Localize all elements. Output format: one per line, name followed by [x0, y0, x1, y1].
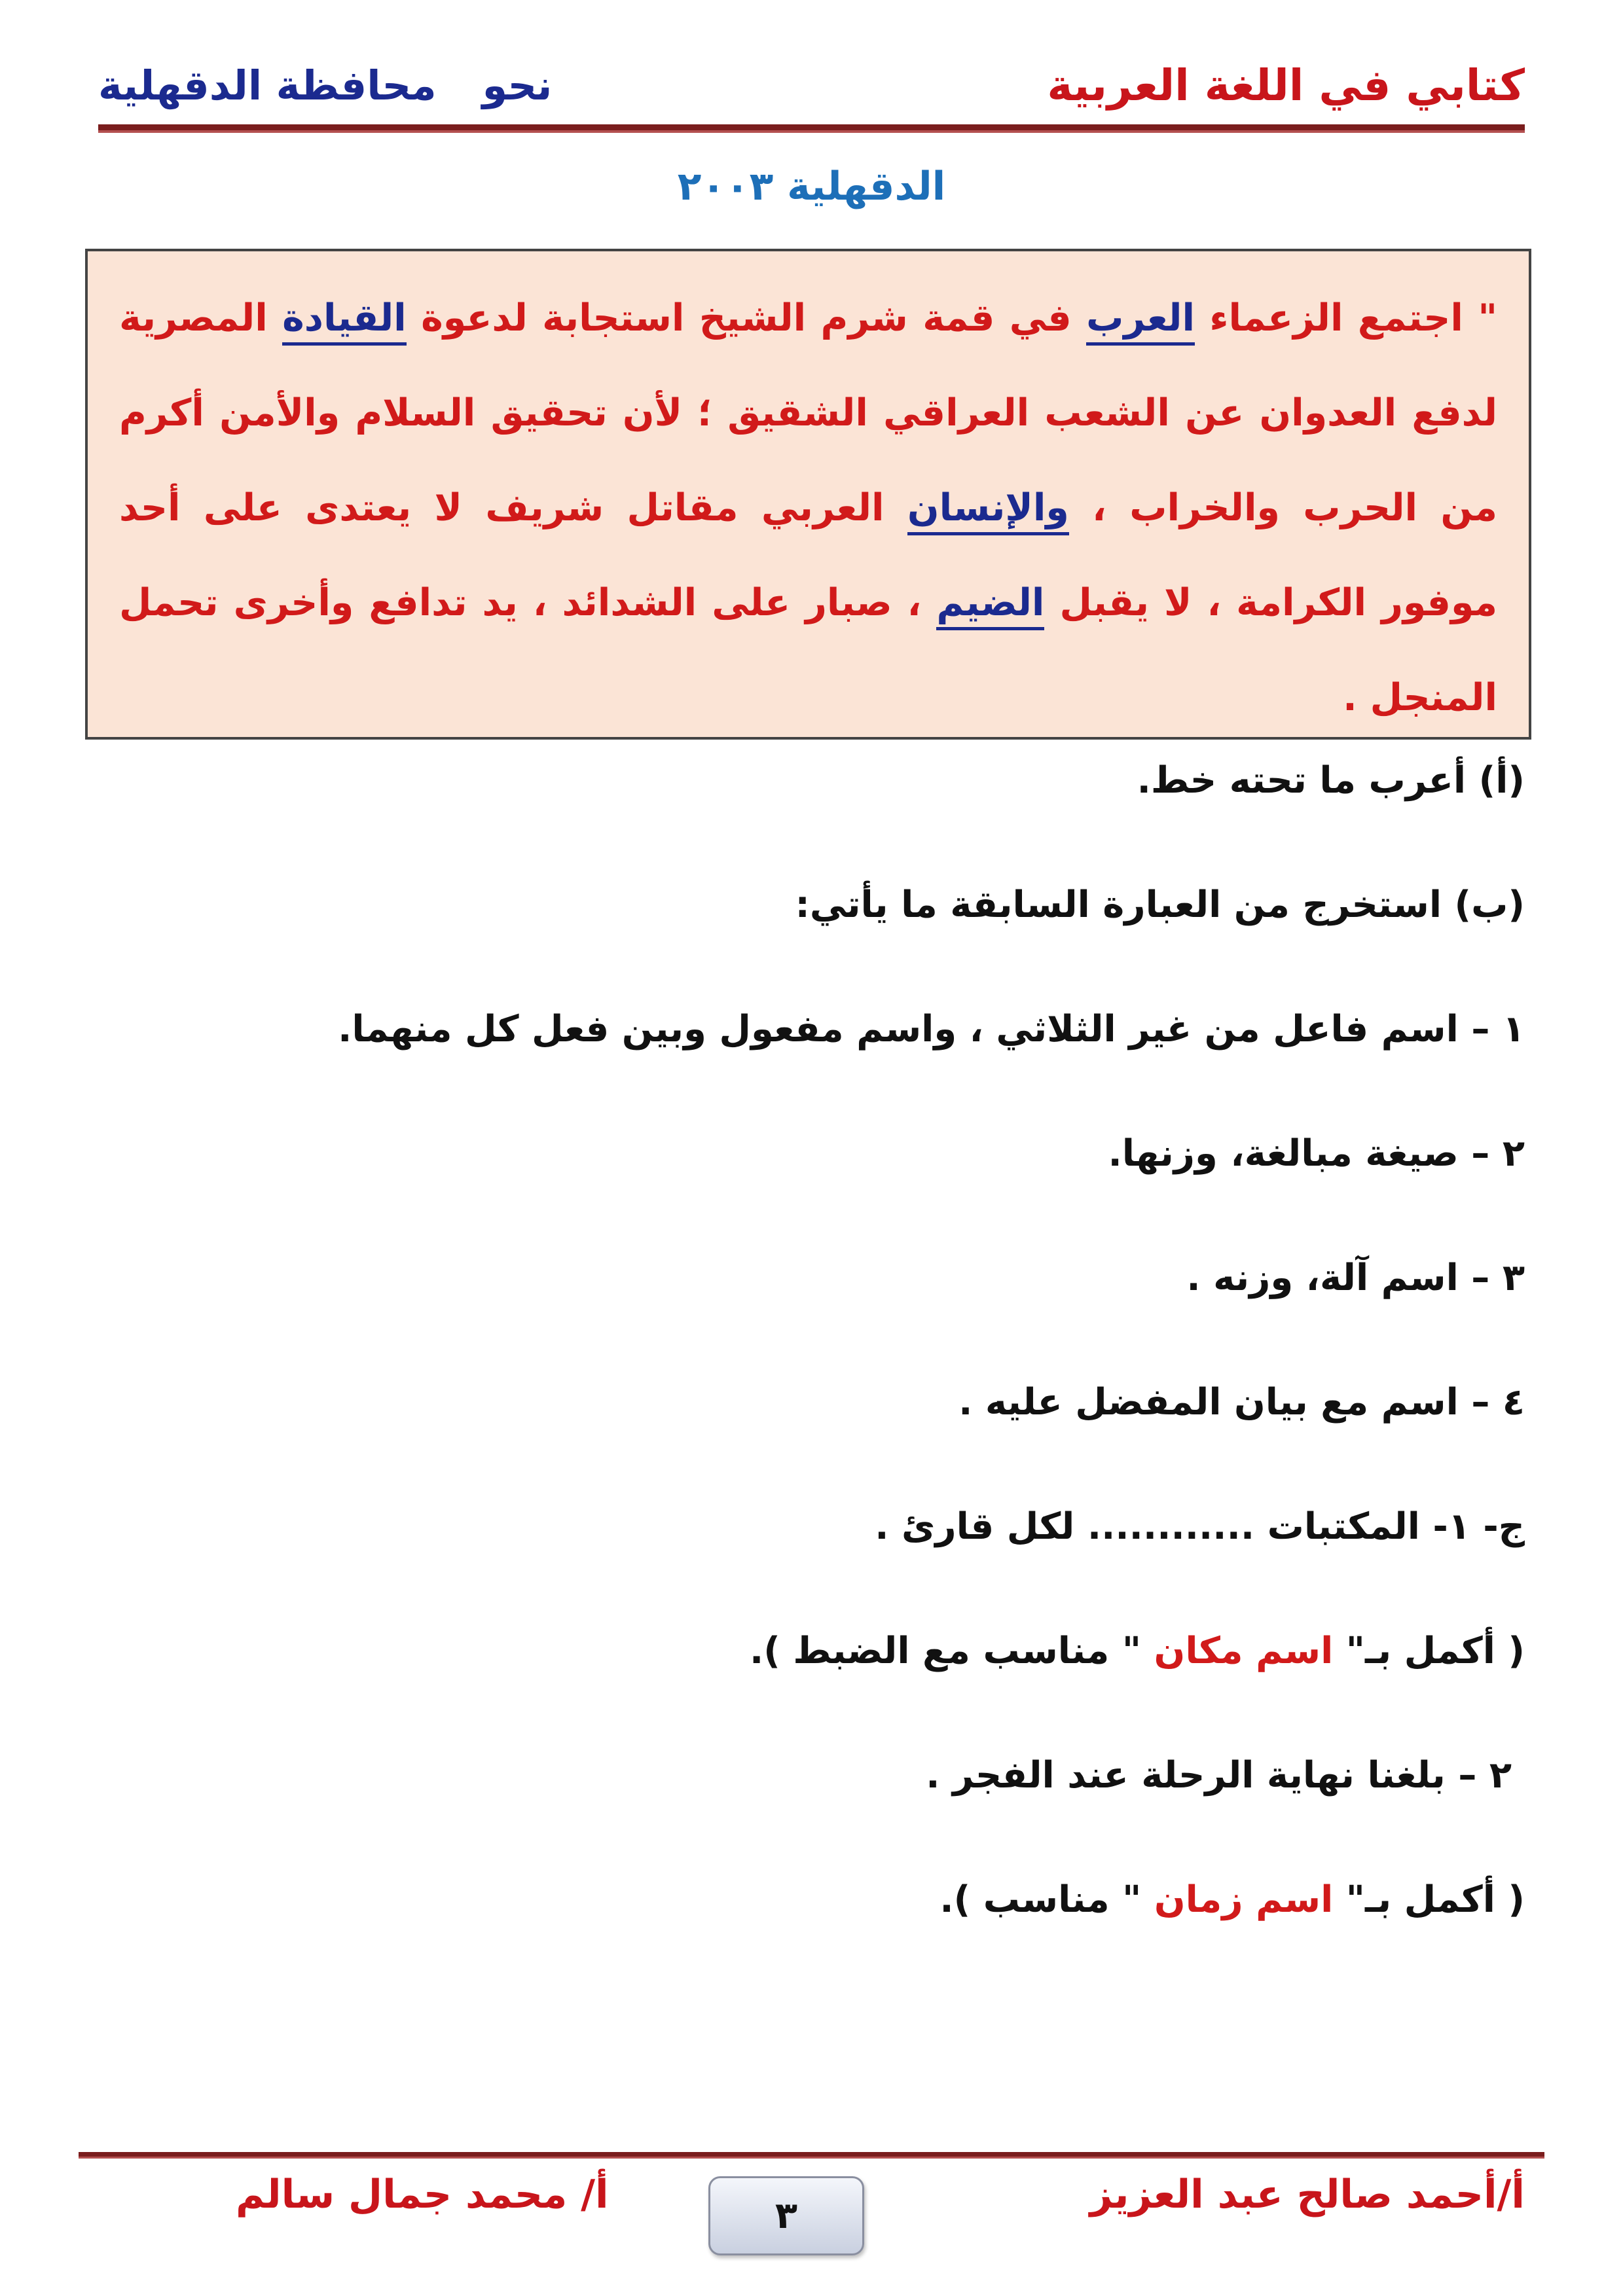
question-b2: ٢ – صيغة مبالغة، وزنها.: [1108, 1132, 1525, 1175]
hint-text: ( أكمل بـ": [1333, 1630, 1525, 1672]
book-title: كتابي في اللغة العربية: [1047, 60, 1525, 111]
question-b: (ب) استخرج من العبارة السابقة ما يأتي:: [795, 884, 1525, 926]
underlined-word: القيادة: [282, 296, 407, 346]
question-a: (أ) أعرب ما تحته خط.: [1137, 759, 1525, 802]
page-number-badge: [708, 2176, 864, 2255]
question-c2: ٢ – بلغنا نهاية الرحلة عند الفجر .: [926, 1754, 1512, 1797]
page-number: ٣: [775, 2195, 798, 2237]
underlined-word: والإنسان: [907, 486, 1069, 535]
header-divider: [98, 124, 1525, 133]
passage-segment: في قمة شرم الشيخ استجابة لدعوة: [406, 296, 1087, 340]
page-header: [98, 56, 1525, 115]
hint-text: ( أكمل بـ": [1333, 1878, 1525, 1921]
passage-segment: المصرية لدفع العدوان عن الشعب العراقي الشقيق ؛ لأن تحقيق السلام والأمن أكرم من الحرب والخراب ،: [119, 296, 1498, 529]
question-c1: ج- ١- المكتبات ............ لكل قارئ .: [875, 1505, 1525, 1548]
question-b3: ٣ – اسم آلة، وزنه .: [1186, 1257, 1525, 1299]
question-c1-hint: [750, 1630, 1525, 1672]
passage-text: [119, 271, 1497, 745]
passage-segment: ، صبار على الشدائد ، يد تدافع وأخرى تحمل المنجل .: [119, 581, 1497, 719]
underlined-word: الضيم: [936, 581, 1044, 630]
hint-text: " مناسب مع الضبط ).: [749, 1630, 1154, 1672]
underlined-word: العرب: [1086, 296, 1195, 346]
governorate-label: محافظة الدقهلية: [98, 61, 437, 109]
question-b4: ٤ – اسم مع بيان المفضل عليه .: [958, 1381, 1525, 1424]
footer-divider: [79, 2152, 1544, 2159]
hint-keyword: اسم مكان: [1154, 1630, 1334, 1672]
passage-segment: العربي مقاتل شريف لا يعتدى على أحد موفور الكرامة ، لا يقبل: [119, 486, 1498, 624]
hint-keyword: اسم زمان: [1154, 1878, 1334, 1921]
footer-author-right: أ/أحمد صالح عبد العزيز: [1089, 2172, 1525, 2217]
passage-segment: " اجتمع الزعماء: [1195, 296, 1498, 340]
question-b1: ١ – اسم فاعل من غير الثلاثي ، واسم مفعول وبين فعل كل منهما.: [338, 1008, 1525, 1050]
exam-title: الدقهلية ٢٠٠٣: [677, 164, 946, 209]
hint-text: " مناسب ).: [939, 1878, 1154, 1921]
question-c2-hint: [939, 1878, 1525, 1921]
footer-author-left: أ/ محمد جمال سالم: [236, 2172, 609, 2217]
header-subject-group: [98, 62, 552, 109]
passage-box: [85, 249, 1531, 740]
subject-label: نحو: [482, 61, 553, 109]
